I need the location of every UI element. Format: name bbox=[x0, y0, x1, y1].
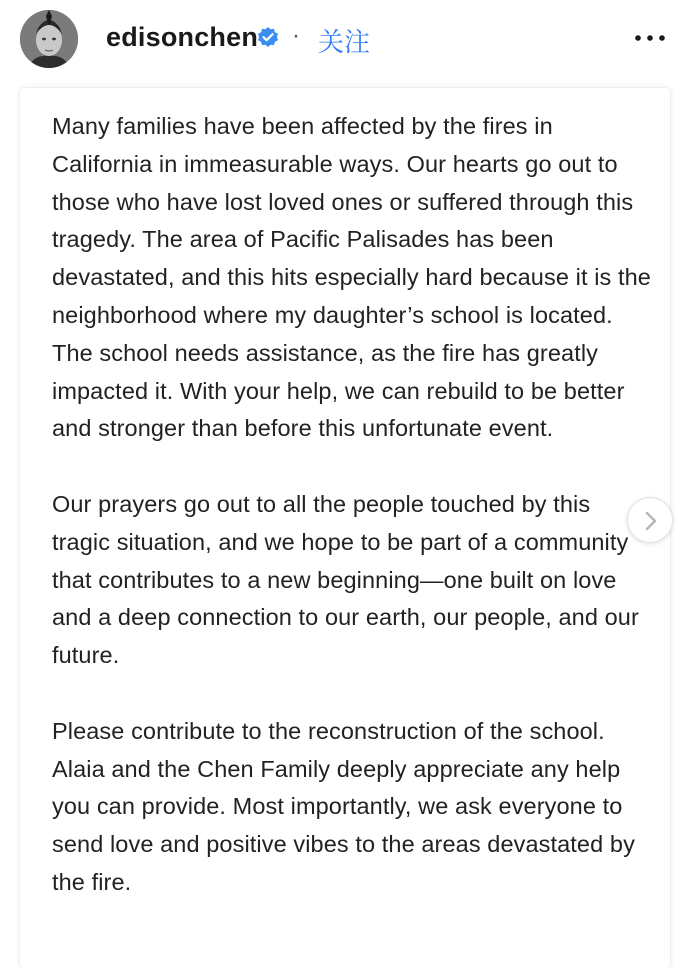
verified-badge-icon bbox=[256, 26, 280, 50]
more-options-icon[interactable] bbox=[632, 24, 668, 52]
post-header bbox=[0, 0, 690, 80]
separator-dot: · bbox=[292, 22, 300, 49]
follow-button[interactable]: 关注 bbox=[318, 28, 371, 58]
avatar-portrait-icon bbox=[20, 10, 78, 68]
username[interactable]: edisonchen bbox=[106, 22, 259, 52]
next-slide-button[interactable] bbox=[627, 497, 673, 543]
avatar[interactable] bbox=[20, 10, 78, 68]
post-image-card bbox=[20, 88, 670, 968]
chevron-right-icon bbox=[642, 510, 660, 532]
post-paragraph-2: Our prayers go out to all the people touched by this tragic situation, and we hope to be part of a community that contributes to a new beginning—one built on love and a deep connection to our earth, our people, and our future. bbox=[52, 490, 639, 669]
post-text bbox=[52, 108, 652, 940]
post-paragraph-1: Many families have been affected by the fires in California in immeasurable ways. Our hearts go out to those who have lost loved ones or suffered through this tragedy. The area of Pacific Palisades has been devastated, and this hits especially hard because it is the neighborhood where my daughter’s school is located. The school needs assistance, as the fire has greatly impacted it. With your help, we can rebuild to be better and stronger than before this unfortunate event. bbox=[52, 113, 651, 442]
post-paragraph-3: Please contribute to the reconstruction of the school. Alaia and the Chen Family deeply appreciate any help you can provide. Most importantly, we ask everyone to send love and positive vibes to the areas devastated by the fire. bbox=[52, 717, 635, 895]
